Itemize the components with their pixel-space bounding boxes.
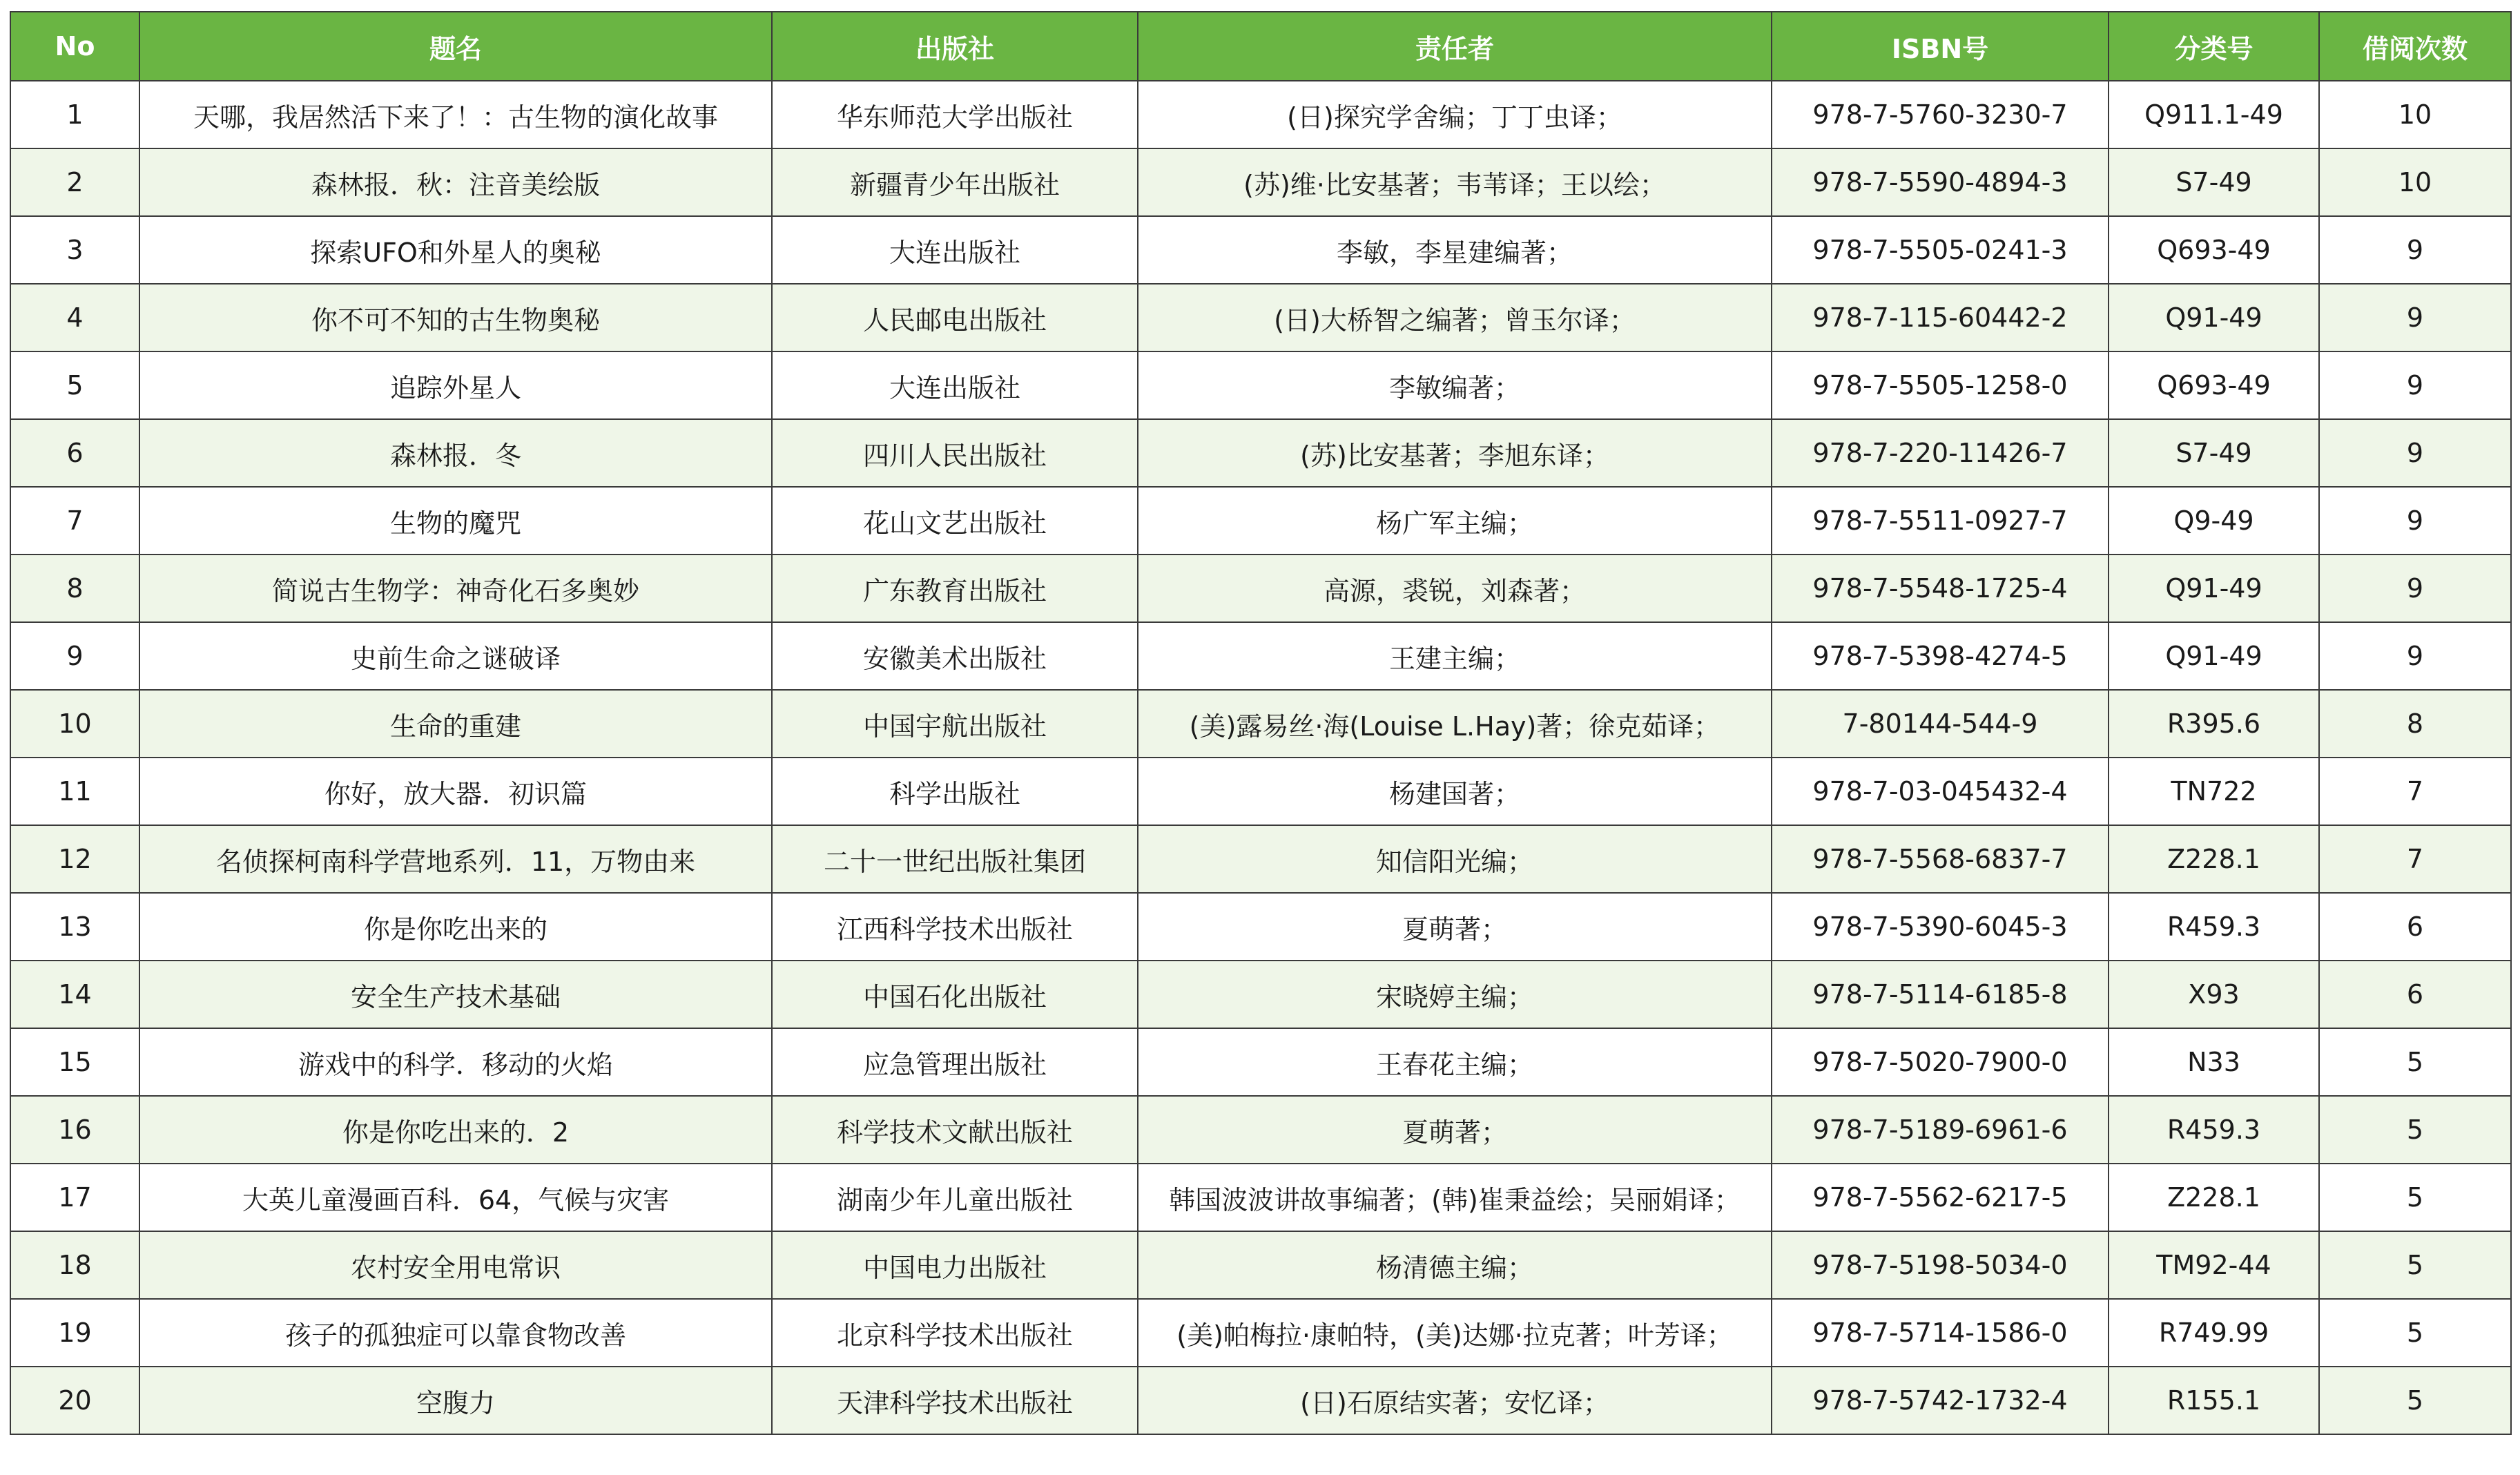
cell-no: 11 — [10, 758, 139, 825]
cell-publisher: 新疆青少年出版社 — [772, 148, 1138, 216]
cell-classification: Z228.1 — [2109, 1164, 2319, 1231]
table-row — [10, 419, 2511, 487]
cell-classification: Z228.1 — [2109, 825, 2319, 893]
table-body — [10, 81, 2511, 1434]
cell-publisher: 四川人民出版社 — [772, 419, 1138, 487]
cell-isbn: 978-7-5390-6045-3 — [1772, 893, 2109, 961]
cell-isbn: 7-80144-544-9 — [1772, 690, 2109, 758]
cell-no: 17 — [10, 1164, 139, 1231]
cell-isbn: 978-7-5548-1725-4 — [1772, 555, 2109, 622]
cell-borrow-count: 9 — [2319, 216, 2511, 284]
cell-title: 生命的重建 — [139, 690, 772, 758]
col-title-header: 题名 — [139, 12, 772, 81]
cell-author: 杨清德主编； — [1138, 1231, 1772, 1299]
cell-title: 你是你吃出来的 — [139, 893, 772, 961]
cell-borrow-count: 6 — [2319, 893, 2511, 961]
cell-borrow-count: 10 — [2319, 81, 2511, 148]
cell-borrow-count: 7 — [2319, 758, 2511, 825]
cell-publisher: 湖南少年儿童出版社 — [772, 1164, 1138, 1231]
cell-publisher: 安徽美术出版社 — [772, 622, 1138, 690]
cell-publisher: 天津科学技术出版社 — [772, 1367, 1138, 1434]
cell-author: (日)探究学舍编；丁丁虫译； — [1138, 81, 1772, 148]
col-classification-header: 分类号 — [2109, 12, 2319, 81]
cell-no: 5 — [10, 351, 139, 419]
cell-borrow-count: 5 — [2319, 1164, 2511, 1231]
cell-title: 天哪，我居然活下来了！：古生物的演化故事 — [139, 81, 772, 148]
cell-classification: R395.6 — [2109, 690, 2319, 758]
table-row — [10, 961, 2511, 1028]
cell-author: 宋晓婷主编； — [1138, 961, 1772, 1028]
cell-no: 10 — [10, 690, 139, 758]
table-row — [10, 622, 2511, 690]
cell-classification: S7-49 — [2109, 419, 2319, 487]
table-row — [10, 487, 2511, 555]
cell-title: 追踪外星人 — [139, 351, 772, 419]
cell-author: (日)大桥智之编著；曾玉尔译； — [1138, 284, 1772, 351]
cell-borrow-count: 5 — [2319, 1299, 2511, 1367]
cell-no: 19 — [10, 1299, 139, 1367]
cell-classification: R459.3 — [2109, 1096, 2319, 1164]
cell-title: 森林报．秋：注音美绘版 — [139, 148, 772, 216]
cell-publisher: 江西科学技术出版社 — [772, 893, 1138, 961]
table-row — [10, 216, 2511, 284]
col-borrow-count-header: 借阅次数 — [2319, 12, 2511, 81]
table-row — [10, 1164, 2511, 1231]
cell-title: 生物的魔咒 — [139, 487, 772, 555]
cell-no: 18 — [10, 1231, 139, 1299]
cell-borrow-count: 5 — [2319, 1096, 2511, 1164]
cell-borrow-count: 5 — [2319, 1231, 2511, 1299]
borrowing-ranking-table — [10, 11, 2512, 1435]
cell-title: 孩子的孤独症可以靠食物改善 — [139, 1299, 772, 1367]
cell-no: 15 — [10, 1028, 139, 1096]
cell-publisher: 科学技术文献出版社 — [772, 1096, 1138, 1164]
cell-author: 夏萌著； — [1138, 893, 1772, 961]
col-no-header: No — [10, 12, 139, 81]
cell-no: 3 — [10, 216, 139, 284]
cell-borrow-count: 6 — [2319, 961, 2511, 1028]
col-author-header: 责任者 — [1138, 12, 1772, 81]
table-row — [10, 825, 2511, 893]
cell-title: 森林报．冬 — [139, 419, 772, 487]
table-header — [10, 12, 2511, 81]
cell-title: 你好，放大器．初识篇 — [139, 758, 772, 825]
cell-isbn: 978-7-5742-1732-4 — [1772, 1367, 2109, 1434]
cell-isbn: 978-7-03-045432-4 — [1772, 758, 2109, 825]
table-row — [10, 284, 2511, 351]
cell-isbn: 978-7-5398-4274-5 — [1772, 622, 2109, 690]
cell-title: 大英儿童漫画百科．64，气候与灾害 — [139, 1164, 772, 1231]
cell-author: 高源，裘锐，刘森著； — [1138, 555, 1772, 622]
table-row — [10, 690, 2511, 758]
cell-author: 杨建国著； — [1138, 758, 1772, 825]
cell-isbn: 978-7-5568-6837-7 — [1772, 825, 2109, 893]
cell-author: 杨广军主编； — [1138, 487, 1772, 555]
table-row — [10, 1231, 2511, 1299]
cell-author: 韩国波波讲故事编著；(韩)崔秉益绘；吴丽娟译； — [1138, 1164, 1772, 1231]
cell-classification: X93 — [2109, 961, 2319, 1028]
cell-publisher: 花山文艺出版社 — [772, 487, 1138, 555]
cell-publisher: 中国宇航出版社 — [772, 690, 1138, 758]
cell-publisher: 华东师范大学出版社 — [772, 81, 1138, 148]
cell-publisher: 科学出版社 — [772, 758, 1138, 825]
cell-no: 20 — [10, 1367, 139, 1434]
cell-author: 夏萌著； — [1138, 1096, 1772, 1164]
cell-no: 13 — [10, 893, 139, 961]
borrowing-ranking-table-container — [10, 11, 2510, 1435]
cell-title: 空腹力 — [139, 1367, 772, 1434]
cell-classification: R459.3 — [2109, 893, 2319, 961]
cell-borrow-count: 9 — [2319, 487, 2511, 555]
col-publisher-header: 出版社 — [772, 12, 1138, 81]
cell-no: 16 — [10, 1096, 139, 1164]
cell-isbn: 978-7-5505-0241-3 — [1772, 216, 2109, 284]
cell-title: 名侦探柯南科学营地系列．11，万物由来 — [139, 825, 772, 893]
cell-classification: Q693-49 — [2109, 216, 2319, 284]
cell-borrow-count: 5 — [2319, 1367, 2511, 1434]
cell-title: 你是你吃出来的．2 — [139, 1096, 772, 1164]
cell-classification: Q693-49 — [2109, 351, 2319, 419]
cell-no: 7 — [10, 487, 139, 555]
cell-isbn: 978-7-5020-7900-0 — [1772, 1028, 2109, 1096]
cell-publisher: 大连出版社 — [772, 216, 1138, 284]
table-row — [10, 81, 2511, 148]
cell-author: 王建主编； — [1138, 622, 1772, 690]
cell-publisher: 中国石化出版社 — [772, 961, 1138, 1028]
cell-classification: Q91-49 — [2109, 284, 2319, 351]
cell-isbn: 978-7-5562-6217-5 — [1772, 1164, 2109, 1231]
cell-isbn: 978-7-115-60442-2 — [1772, 284, 2109, 351]
cell-title: 史前生命之谜破译 — [139, 622, 772, 690]
header-row — [10, 12, 2511, 81]
cell-no: 2 — [10, 148, 139, 216]
table-row — [10, 148, 2511, 216]
cell-author: (苏)比安基著；李旭东译； — [1138, 419, 1772, 487]
cell-isbn: 978-7-5714-1586-0 — [1772, 1299, 2109, 1367]
cell-author: (美)帕梅拉·康帕特，(美)达娜·拉克著；叶芳译； — [1138, 1299, 1772, 1367]
cell-title: 你不可不知的古生物奥秘 — [139, 284, 772, 351]
table-row — [10, 1367, 2511, 1434]
cell-publisher: 广东教育出版社 — [772, 555, 1138, 622]
cell-publisher: 北京科学技术出版社 — [772, 1299, 1138, 1367]
col-isbn-header: ISBN号 — [1772, 12, 2109, 81]
cell-publisher: 二十一世纪出版社集团 — [772, 825, 1138, 893]
table-row — [10, 555, 2511, 622]
cell-isbn: 978-7-5114-6185-8 — [1772, 961, 2109, 1028]
table-row — [10, 1096, 2511, 1164]
cell-title: 探索UFO和外星人的奥秘 — [139, 216, 772, 284]
table-row — [10, 1028, 2511, 1096]
cell-borrow-count: 9 — [2319, 419, 2511, 487]
cell-borrow-count: 9 — [2319, 622, 2511, 690]
cell-no: 6 — [10, 419, 139, 487]
cell-author: 知信阳光编； — [1138, 825, 1772, 893]
table-row — [10, 893, 2511, 961]
cell-classification: Q91-49 — [2109, 555, 2319, 622]
cell-classification: R749.99 — [2109, 1299, 2319, 1367]
cell-no: 1 — [10, 81, 139, 148]
cell-author: 王春花主编； — [1138, 1028, 1772, 1096]
cell-classification: TN722 — [2109, 758, 2319, 825]
cell-isbn: 978-7-5511-0927-7 — [1772, 487, 2109, 555]
cell-classification: N33 — [2109, 1028, 2319, 1096]
cell-isbn: 978-7-5760-3230-7 — [1772, 81, 2109, 148]
cell-no: 4 — [10, 284, 139, 351]
cell-classification: Q911.1-49 — [2109, 81, 2319, 148]
cell-no: 12 — [10, 825, 139, 893]
cell-title: 农村安全用电常识 — [139, 1231, 772, 1299]
cell-publisher: 中国电力出版社 — [772, 1231, 1138, 1299]
cell-classification: TM92-44 — [2109, 1231, 2319, 1299]
cell-author: (美)露易丝·海(Louise L.Hay)著；徐克茹译； — [1138, 690, 1772, 758]
cell-author: (日)石原结实著；安忆译； — [1138, 1367, 1772, 1434]
cell-isbn: 978-7-5198-5034-0 — [1772, 1231, 2109, 1299]
cell-classification: S7-49 — [2109, 148, 2319, 216]
table-row — [10, 1299, 2511, 1367]
cell-classification: Q91-49 — [2109, 622, 2319, 690]
table-row — [10, 351, 2511, 419]
cell-borrow-count: 9 — [2319, 284, 2511, 351]
cell-borrow-count: 5 — [2319, 1028, 2511, 1096]
cell-author: 李敏，李星建编著； — [1138, 216, 1772, 284]
cell-publisher: 大连出版社 — [772, 351, 1138, 419]
cell-classification: R155.1 — [2109, 1367, 2319, 1434]
cell-no: 9 — [10, 622, 139, 690]
cell-publisher: 人民邮电出版社 — [772, 284, 1138, 351]
table-row — [10, 758, 2511, 825]
cell-isbn: 978-7-5505-1258-0 — [1772, 351, 2109, 419]
cell-title: 游戏中的科学．移动的火焰 — [139, 1028, 772, 1096]
cell-publisher: 应急管理出版社 — [772, 1028, 1138, 1096]
cell-borrow-count: 10 — [2319, 148, 2511, 216]
cell-classification: Q9-49 — [2109, 487, 2319, 555]
cell-borrow-count: 7 — [2319, 825, 2511, 893]
cell-no: 8 — [10, 555, 139, 622]
cell-author: (苏)维·比安基著；韦苇译；王以绘； — [1138, 148, 1772, 216]
cell-title: 简说古生物学：神奇化石多奥妙 — [139, 555, 772, 622]
cell-isbn: 978-7-220-11426-7 — [1772, 419, 2109, 487]
cell-isbn: 978-7-5590-4894-3 — [1772, 148, 2109, 216]
cell-no: 14 — [10, 961, 139, 1028]
cell-author: 李敏编著； — [1138, 351, 1772, 419]
cell-borrow-count: 8 — [2319, 690, 2511, 758]
cell-isbn: 978-7-5189-6961-6 — [1772, 1096, 2109, 1164]
cell-title: 安全生产技术基础 — [139, 961, 772, 1028]
cell-borrow-count: 9 — [2319, 555, 2511, 622]
cell-borrow-count: 9 — [2319, 351, 2511, 419]
